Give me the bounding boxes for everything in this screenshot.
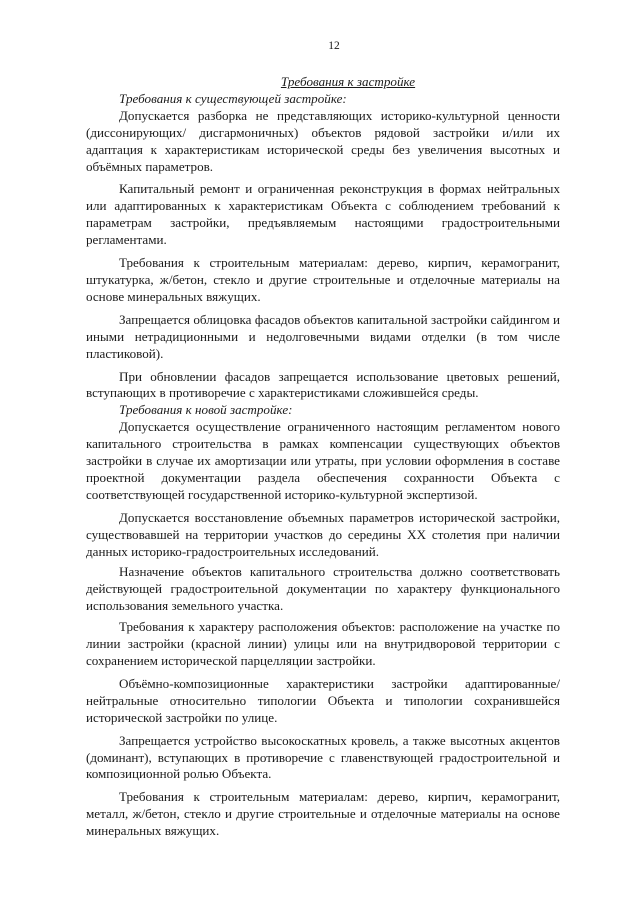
paragraph-existing-5: При обновлении фасадов запрещается использование цветовых решений, вступающих в противоречие с характеристиками сложившейся среды. xyxy=(86,368,560,401)
paragraph-new-3: Назначение объектов капитального строительства должно соответствовать действующей градостроительной документации по характеру функционального использования земельного участка. xyxy=(86,564,560,614)
section-title: Требования к застройке xyxy=(280,74,416,89)
paragraph-new-2: Допускается восстановление объемных параметров исторической застройки, существовавшей на территории участков до середины XX столетия при наличии данных историко-градостроительных исследований. xyxy=(86,509,560,559)
subheading-existing-construction: Требования к существующей застройке: xyxy=(119,90,347,106)
paragraph-new-5: Объёмно-композиционные характеристики застройки адаптированные/ нейтральные относительно типологии Объекта и типологии сохранившейся исторической застройки по улице. xyxy=(86,675,560,725)
paragraph-new-1: Допускается осуществление ограниченного настоящим регламентом нового капитального строительства в рамках компенсации существующих объектов застройки в случае их амортизации или утраты, при условии оформления в составе проектной документации раздела обеспечения сохранности Объекта с соответствующей государственной историко-культурной экспертизой. xyxy=(86,419,560,502)
document-body xyxy=(86,74,560,840)
paragraph-new-6: Запрещается устройство высокоскатных кровель, а также высотных акцентов (доминант), вступающих в противоречие с главенствующей градостроительной и композиционной ролью Объекта. xyxy=(86,732,560,782)
paragraph-new-4: Требования к характеру расположения объектов: расположение на участке по линии застройки (красной линии) улицы или на внутридворовой территории с сохранением исторической парцелляции застройки. xyxy=(86,619,560,668)
paragraph-existing-4: Запрещается облицовка фасадов объектов капитальной застройки сайдингом и иными нетрадиционными и недолговечными видами отделки (в том числе пластиковой). xyxy=(86,311,560,361)
paragraph-existing-2: Капитальный ремонт и ограниченная реконструкция в формах нейтральных или адаптированных к характеристикам Объекта с соблюдением требований к параметрам застройки, предъявляемым настоящими градостроительными регламентами. xyxy=(86,181,560,248)
page-number: 12 xyxy=(328,40,340,52)
paragraph-existing-1: Допускается разборка не представляющих историко-культурной ценности (диссонирующих/ дисгармоничных) объектов рядовой застройки и/или их адаптация к характеристикам исторической среды без увеличения высотных и объёмных параметров. xyxy=(86,107,560,174)
paragraph-existing-3: Требования к строительным материалам: дерево, кирпич, керамогранит, штукатурка, ж/бетон, стекло и другие строительные и отделочные материалы на основе минеральных вяжущих. xyxy=(86,255,560,304)
paragraph-new-7: Требования к строительным материалам: дерево, кирпич, керамогранит, металл, ж/бетон, стекло и другие строительные и отделочные материалы на основе минеральных вяжущих. xyxy=(86,789,560,839)
subheading-new-construction: Требования к новой застройке: xyxy=(119,402,293,418)
